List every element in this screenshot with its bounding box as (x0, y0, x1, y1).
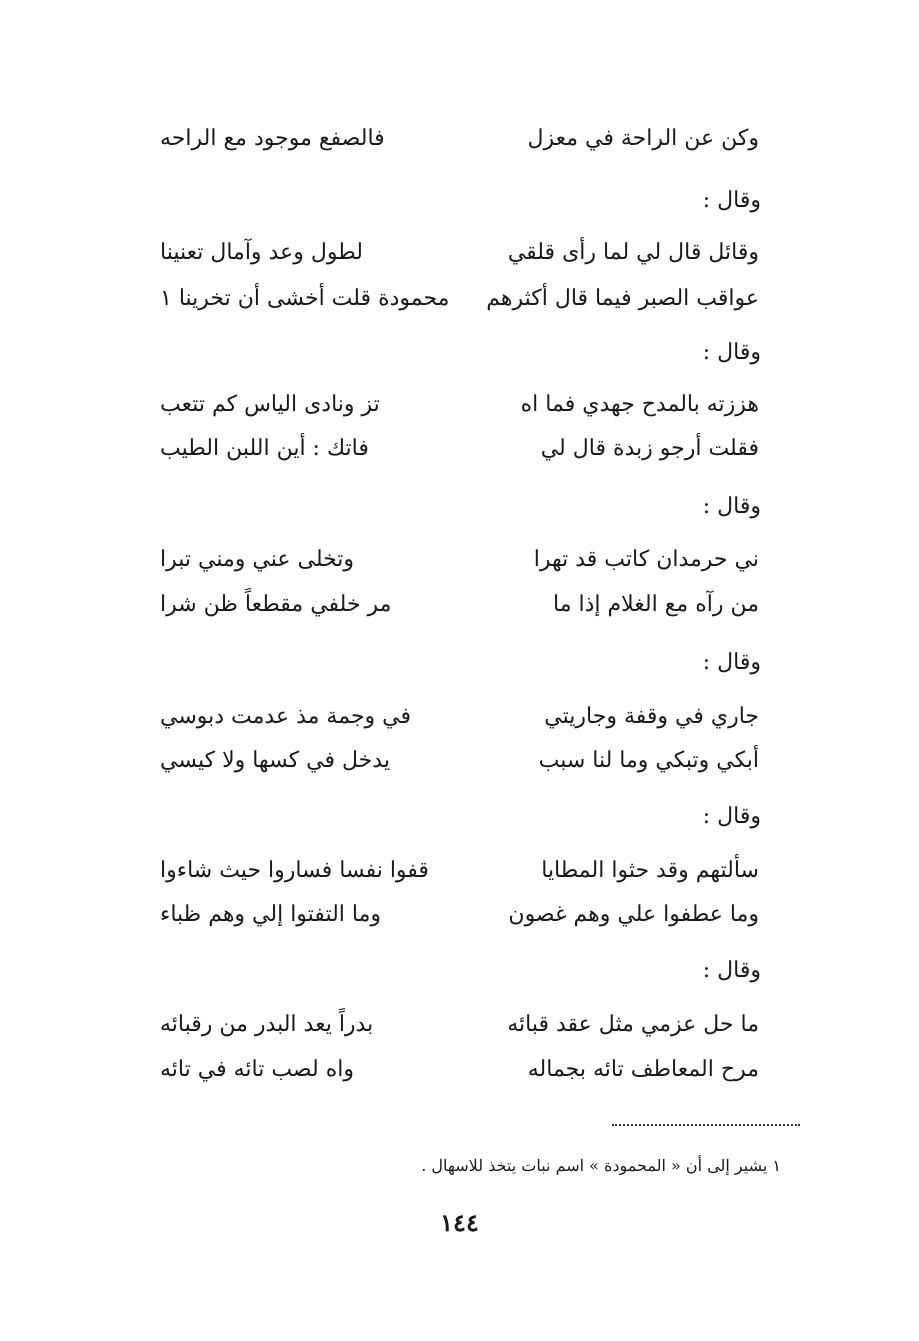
footnote: ١ يشير إلى أن « المحمودة » اسم نبات يتخذ للاسهال . (421, 1156, 781, 1175)
verse-first-hemistich: سألتهم وقد حثوا المطايا (541, 858, 759, 883)
verse-first-hemistich: من رآه مع الغلام إذا ما (553, 592, 759, 617)
verse-first-hemistich: مرح المعاطف تائه بجماله (527, 1057, 759, 1082)
verse-first-hemistich: هززته بالمدح جهدي فما اه (520, 392, 759, 417)
verse-second-hemistich: وتخلى عني ومني تبرا (160, 547, 355, 572)
page-number: ١٤٤ (440, 1208, 479, 1237)
verse-second-hemistich: يدخل في كسها ولا كيسي (160, 748, 390, 773)
verse-first-hemistich: فقلت أرجو زبدة قال لي (540, 436, 759, 461)
section-label: وقال : (702, 188, 761, 213)
verse-first-hemistich: عواقب الصبر فيما قال أكثرهم (486, 286, 759, 311)
verse-second-hemistich: فاتك : أين اللبن الطيب (160, 436, 369, 461)
verse-second-hemistich: لطول وعد وآمال تعنينا (160, 240, 363, 265)
verse-second-hemistich: بدراً يعد البدر من رقبائه (160, 1012, 374, 1037)
verse-1-second-hemistich: فالصفع موجود مع الراحه (160, 126, 385, 151)
verse-second-hemistich: مر خلفي مقطعاً ظن شرا (160, 592, 392, 617)
verse-first-hemistich: وقائل قال لي لما رأى قلقي (507, 240, 759, 265)
verse-first-hemistich: ما حل عزمي مثل عقد قبائه (507, 1012, 759, 1037)
section-label: وقال : (702, 340, 761, 365)
verse-second-hemistich: تز ونادى الياس كم تتعب (160, 392, 380, 417)
section-label: وقال : (702, 494, 761, 519)
section-label: وقال : (702, 804, 761, 829)
footnote-separator (612, 1124, 800, 1126)
verse-1-first-hemistich: وكن عن الراحة في معزل (527, 126, 759, 151)
verse-second-hemistich: محمودة قلت أخشى أن تخرينا ١ (160, 286, 450, 311)
verse-first-hemistich: أبكي وتبكي وما لنا سبب (538, 748, 759, 773)
section-label: وقال : (702, 958, 761, 983)
verse-first-hemistich: جاري في وقفة وجاريتي (544, 704, 759, 729)
verse-second-hemistich: في وجمة مذ عدمت دبوسي (160, 704, 412, 729)
verse-second-hemistich: وما التفتوا إلي وهم ظباء (160, 902, 381, 927)
verse-second-hemistich: واه لصب تائه في تائه (160, 1057, 354, 1082)
verse-first-hemistich: ني حرمدان كاتب قد تهرا (533, 547, 759, 572)
section-label: وقال : (702, 650, 761, 675)
verse-first-hemistich: وما عطفوا علي وهم غصون (508, 902, 759, 927)
verse-second-hemistich: قفوا نفسا فساروا حيث شاءوا (160, 858, 429, 883)
